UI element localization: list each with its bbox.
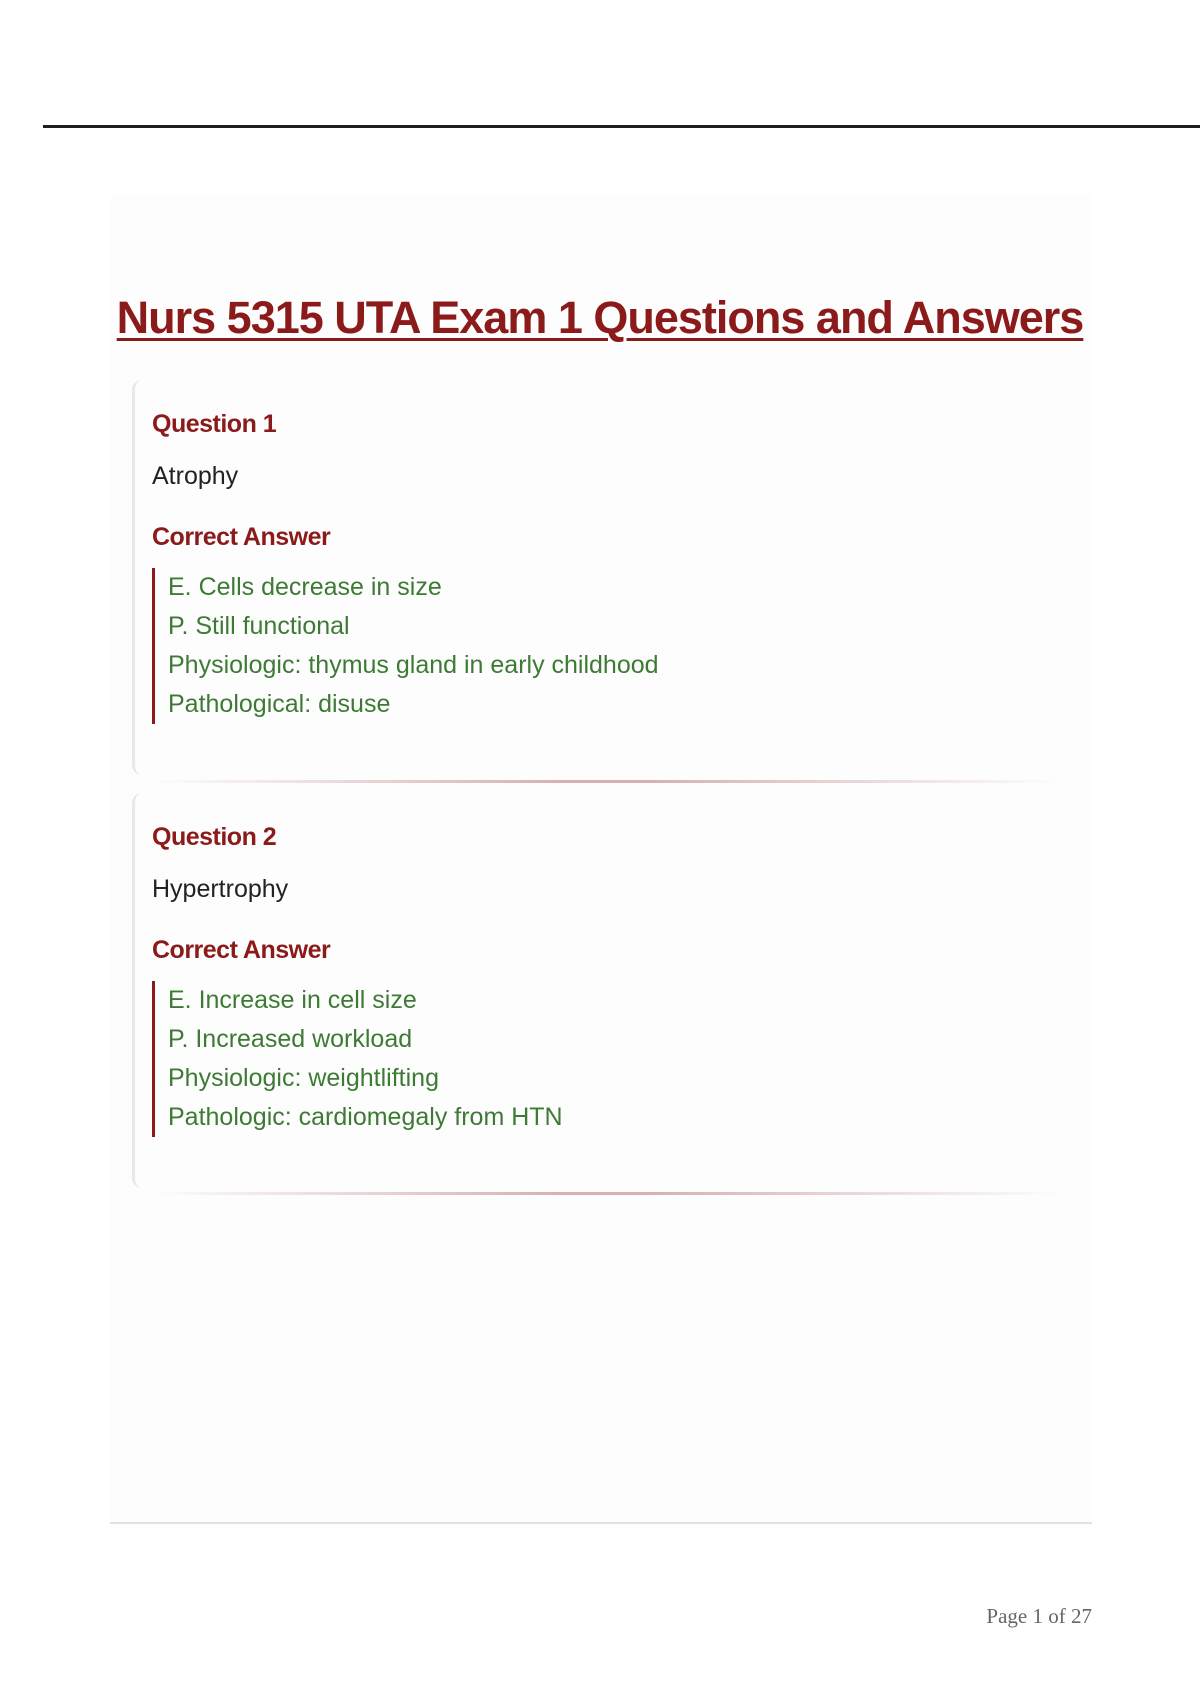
footer-rule: [110, 1522, 1092, 1524]
answer-line: Pathologic: cardiomegaly from HTN: [168, 1103, 563, 1131]
correct-answer-heading: Correct Answer: [152, 936, 331, 964]
question-card-2: [132, 793, 1075, 1188]
answer-line: P. Increased workload: [168, 1025, 413, 1053]
card-divider: [150, 780, 1060, 783]
answer-list: [152, 981, 563, 1137]
answer-line: E. Cells decrease in size: [168, 573, 442, 601]
question-term: Atrophy: [152, 462, 239, 490]
answer-line: Pathological: disuse: [168, 690, 391, 718]
page-number: Page 1 of 27: [986, 1604, 1092, 1628]
answer-list: [152, 568, 659, 724]
answer-line: Physiologic: thymus gland in early childhood: [168, 651, 659, 679]
question-term: Hypertrophy: [152, 875, 289, 903]
question-heading: Question 2: [152, 823, 277, 851]
answer-line: E. Increase in cell size: [168, 986, 417, 1014]
header-rule: [43, 125, 1200, 128]
question-heading: Question 1: [152, 410, 277, 438]
document-title: Nurs 5315 UTA Exam 1 Questions and Answers: [116, 292, 1084, 343]
correct-answer-heading: Correct Answer: [152, 523, 331, 551]
answer-line: P. Still functional: [168, 612, 350, 640]
answer-line: Physiologic: weightlifting: [168, 1064, 439, 1092]
question-card-1: [132, 380, 1075, 775]
card-divider: [150, 1192, 1060, 1195]
